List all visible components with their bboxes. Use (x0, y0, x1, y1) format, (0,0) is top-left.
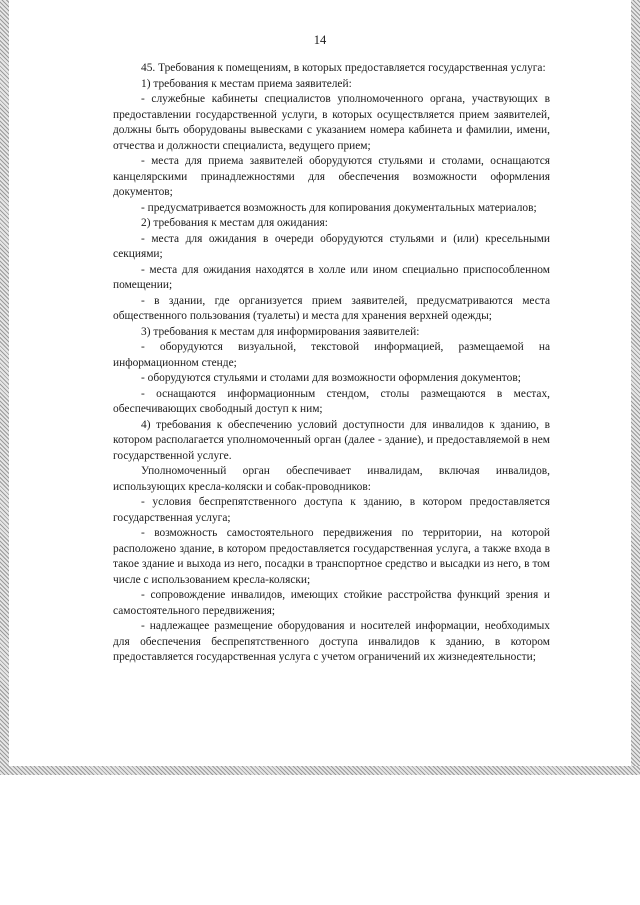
scan-border-right (631, 0, 640, 775)
list-item: - в здании, где организуется прием заявителей, предусматриваются места общественного пользования (туалеты) и места для хранения верхней одежды; (113, 294, 550, 322)
scan-border-bottom (0, 766, 640, 775)
page-number: 14 (313, 33, 327, 47)
list-item: - оснащаются информационным стендом, столы размещаются в местах, обеспечивающих свободный доступ к ним; (113, 387, 550, 415)
subsection-2-heading: 2) требования к местам для ожидания: (141, 217, 328, 229)
list-item: - условия беспрепятственного доступа к зданию, в котором предоставляется государственная услуга; (113, 496, 550, 524)
list-item: - места для ожидания в очереди оборудуются стульями и (или) кресельными секциями; (113, 232, 550, 260)
list-item: - места для ожидания находятся в холле или ином специально приспособленном помещении; (113, 263, 550, 291)
document-body (113, 61, 550, 666)
list-item: - оборудуются визуальной, текстовой информацией, размещаемой на информационном стенде; (113, 341, 550, 369)
paragraph-45-heading: 45. Требования к помещениям, в которых предоставляется государственная услуга: (141, 62, 546, 74)
list-item: - места для приема заявителей оборудуются стульями и столами, оснащаются канцелярскими принадлежностями для обеспечения возможности оформления документов; (113, 155, 550, 198)
paragraph: Уполномоченный орган обеспечивает инвалидам, включая инвалидов, использующих кресла-коляски и собак-проводников: (113, 465, 550, 493)
subsection-3-heading: 3) требования к местам для информирования заявителей: (141, 325, 420, 338)
list-item: - оборудуются стульями и столами для возможности оформления документов; (141, 372, 521, 384)
subsection-1-heading: 1) требования к местам приема заявителей: (141, 77, 352, 90)
list-item: - возможность самостоятельного передвижения по территории, на которой расположено здание, в котором предоставляется государственная услуга, а также входа в такое здание и выхода из него, посадки в транспортное средство и высадки из него, в том числе с использованием кресла-коляски; (113, 527, 550, 586)
subsection-4-heading: 4) требования к обеспечению условий доступности для инвалидов к зданию, в котором располагается уполномоченный орган (далее - здание), и предоставляемой в нем государственной услуге. (113, 418, 550, 462)
list-item: - предусматривается возможность для копирования документальных материалов; (141, 201, 537, 214)
scan-border-left (0, 0, 9, 775)
list-item: - надлежащее размещение оборудования и носителей информации, необходимых для обеспечения беспрепятственного доступа инвалидов к зданию, в котором предоставляется государственная услуга с учетом ограничений их жизнедеятельности; (113, 620, 550, 663)
list-item: - сопровождение инвалидов, имеющих стойкие расстройства функций зрения и самостоятельного передвижения; (113, 589, 550, 617)
list-item: - служебные кабинеты специалистов уполномоченного органа, участвующих в предоставлении государственной услуги, в которых осуществляется прием заявителей, должны быть оборудованы вывесками с указанием номера кабинета и фамилии, имени, отчества и должности специалиста, ведущего прием; (113, 93, 550, 152)
